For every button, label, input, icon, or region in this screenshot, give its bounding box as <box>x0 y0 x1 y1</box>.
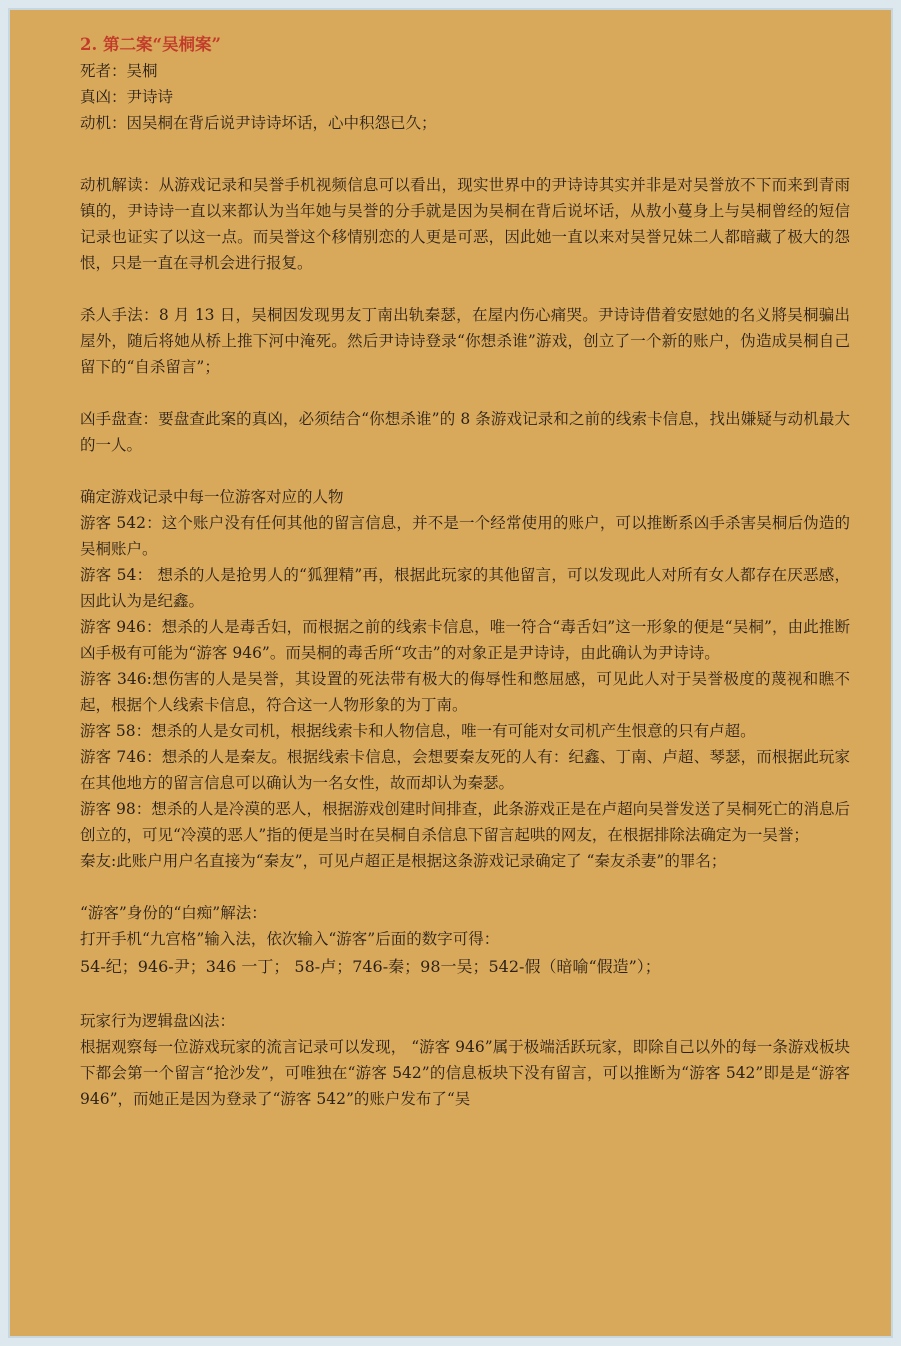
murder-method: 杀人手法：8 月 13 日，吴桐因发现男友丁南出轨秦瑟，在屋内伤心痛哭。尹诗诗借着安慰她的名义將吴桐骗出屋外，随后将她从桥上推下河中淹死。然后尹诗诗登录“你想杀谁”游戏，创立了一个新的账户，伪造成吴桐自己留下的“自杀留言”； <box>80 306 850 376</box>
document-content <box>80 32 850 1112</box>
game-record: 游客 946：想杀的人是毒舌妇，而根据之前的线索卡信息，唯一符合“毒舌妇”这一形象的便是“吴桐”，由此推断凶手极有可能为“游客 946”。而吴桐的毒舌所“攻击”的对象正是尹诗诗，由此确认为尹诗诗。 <box>80 618 850 662</box>
suspect-investigation: 凶手盘查：要盘查此案的真凶，必须结合“你想杀谁”的 8 条游戏记录和之前的线索卡信息，找出嫌疑与动机最大的一人。 <box>80 410 850 454</box>
game-record: 游客 746：想杀的人是秦友。根据线索卡信息，会想要秦友死的人有：纪鑫、丁南、卢超、琴瑟，而根据此玩家在其他地方的留言信息可以确认为一名女性，故而却认为秦瑟。 <box>80 748 850 792</box>
culprit-line: 真凶：尹诗诗 <box>80 88 174 106</box>
logic-text: 根据观察每一位游戏玩家的流言记录可以发现， “游客 946”属于极端活跃玩家，即除自己以外的每一条游戏板块下都会第一个留言“抢沙发”，可唯独在“游客 542”的信息板块下没有留言，可以推断为“游客 542”即是是“游客 946”，而她正是因为登录了“游客 542”的账户发布了“吴 <box>80 1038 850 1108</box>
game-record: 游客 58：想杀的人是女司机，根据线索卡和人物信息，唯一有可能对女司机产生恨意的只有卢超。 <box>80 722 756 740</box>
game-record: 游客 54： 想杀的人是抢男人的“狐狸精”再，根据此玩家的其他留言，可以发现此人对所有女人都存在厌恶感，因此认为是纪鑫。 <box>80 566 850 610</box>
game-record: 秦友:此账户用户名直接为“秦友”，可见卢超正是根据这条游戏记录确定了 “秦友杀妻”的罪名； <box>80 852 727 870</box>
idiot-solution-codes: 54-纪；946-尹；346 一丁； 58-卢；746-秦；98一吴；542-假（暗喻“假造”）； <box>80 957 661 976</box>
victim-line: 死者：吴桐 <box>80 62 158 80</box>
motive-analysis: 动机解读：从游戏记录和吴誉手机视频信息可以看出，现实世界中的尹诗诗其实并非是对吴誉放不下而来到青雨镇的，尹诗诗一直以来都认为当年她与吴誉的分手就是因为吴桐在背后说坏话，从敖小蔓身上与吴桐曾经的短信记录也证实了以这一点。而吴誉这个移情别恋的人更是可恶，因此她一直以来对吴誉兄妹二人都暗藏了极大的怨恨，只是一直在寻机会进行报复。 <box>80 176 850 272</box>
game-record: 游客 98：想杀的人是冷漠的恶人，根据游戏创建时间排查，此条游戏正是在卢超向吴誉发送了吴桐死亡的消息后创立的，可见“冷漠的恶人”指的便是当时在吴桐自杀信息下留言起哄的网友，在根据排除法确定为一吴誉； <box>80 800 850 844</box>
game-record: 游客 346:想伤害的人是吴誉，其设置的死法带有极大的侮辱性和憋屈感，可见此人对于吴誉极度的蔑视和瞧不起，根据个人线索卡信息，符合这一人物形象的为丁南。 <box>80 670 850 714</box>
records-heading: 确定游戏记录中每一位游客对应的人物 <box>80 488 344 506</box>
idiot-solution-heading: “游客”身份的“白痴”解法： <box>80 904 267 922</box>
game-record: 游客 542：这个账户没有任何其他的留言信息，并不是一个经常使用的账户，可以推断系凶手杀害吴桐后伪造的吴桐账户。 <box>80 514 850 558</box>
case-title: 2. 第二案“吴桐案” <box>80 35 221 54</box>
idiot-solution-intro: 打开手机“九宫格”输入法，依次输入“游客”后面的数字可得： <box>80 930 500 948</box>
logic-heading: 玩家行为逻辑盘凶法： <box>80 1012 236 1030</box>
motive-line: 动机：因吴桐在背后说尹诗诗坏话，心中积怨已久； <box>80 114 437 132</box>
document-page <box>8 8 893 1338</box>
